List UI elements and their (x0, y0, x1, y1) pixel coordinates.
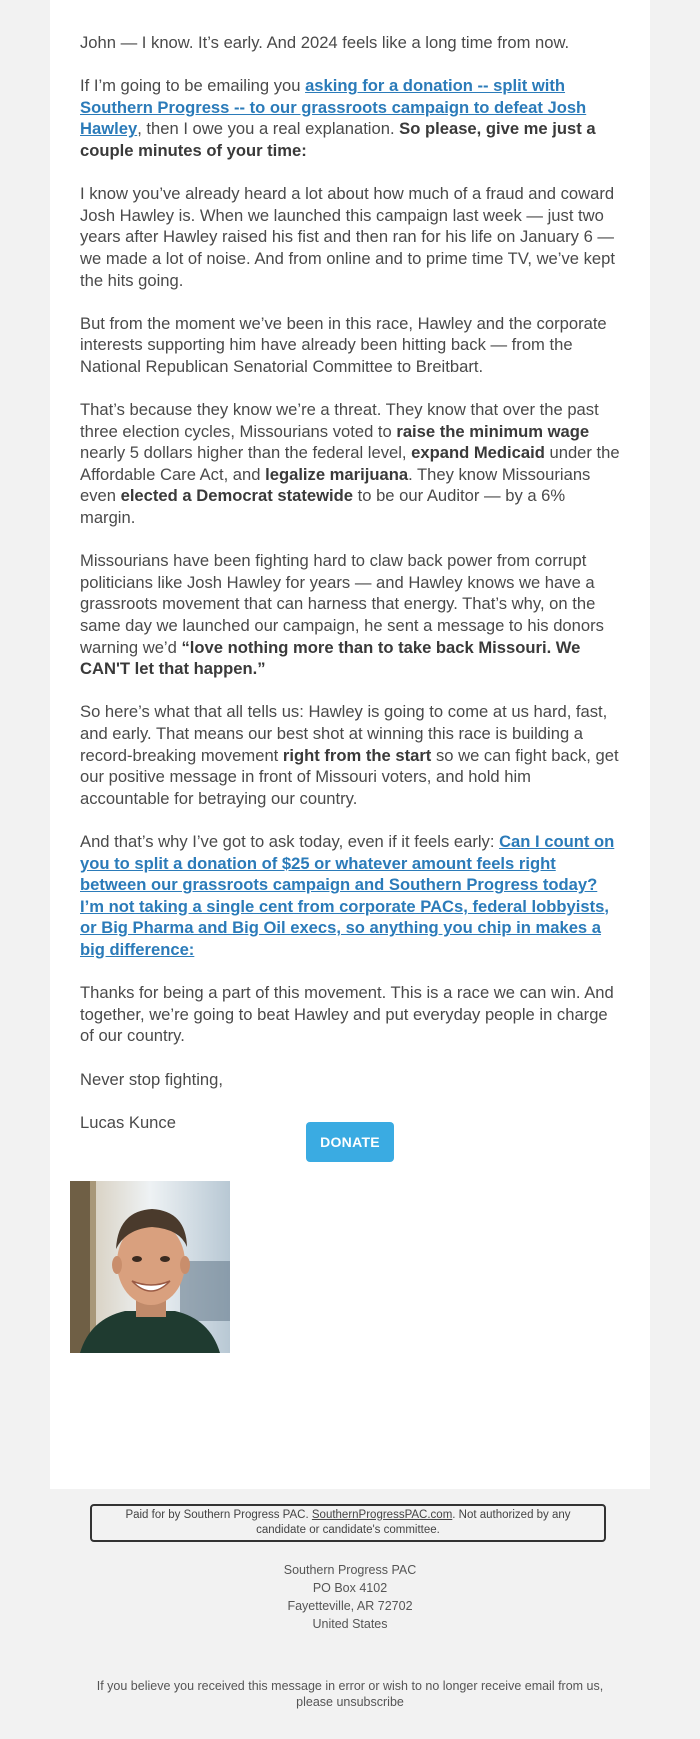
unsubscribe-notice[interactable]: If you believe you received this message in error or wish to no longer receive email from us, please unsubscribe (96, 1679, 604, 1709)
medicaid-bold: expand Medicaid (411, 443, 545, 463)
intro-bold: So please, give me just a couple minutes of your time: (80, 119, 596, 160)
fighting-text: Missourians have been fighting hard to claw back power from corrupt politicians like Josh Hawley for years — and Hawley knows we have a grassroots movement that can harness that energy. That’s why, on the same day we launched our campaign, he sent a message to his donors warning we’d (80, 551, 604, 657)
threat-text-d: under the Affordable Care Act, and (80, 443, 620, 484)
signoff-text: Never stop fighting, (80, 1069, 223, 1089)
email-footer (0, 1489, 700, 1739)
paragraph-hitting-back (80, 313, 620, 378)
early-text-a: So here’s what that all tells us: Hawley is going to come at us hard, fast, and early. That means our best shot at winning this race is building a record-breaking movement (80, 702, 608, 765)
early-text-c: so we can fight back, get our positive message in front of Missouri voters, and hold him accountable for betraying our country. (80, 745, 619, 808)
mailing-address (0, 1561, 700, 1633)
signature-name: Lucas Kunce (80, 1112, 176, 1132)
candidate-photo-image (70, 1181, 230, 1353)
greeting-paragraph (80, 32, 620, 54)
threat-text-f: to be our Auditor — by a 6% margin. (80, 486, 566, 528)
southern-progress-link[interactable]: SouthernProgressPAC.com (311, 1509, 453, 1521)
paragraph-fighting (80, 550, 620, 680)
intro-text: If I’m going to be emailing you (80, 76, 306, 96)
donate-button[interactable]: DONATE (306, 1122, 394, 1162)
paragraph-threat (80, 399, 620, 529)
threat-text-c: nearly 5 dollars higher than the federal level, (80, 443, 412, 463)
intro-paragraph (80, 75, 620, 161)
address-org: Southern Progress PAC (283, 1563, 417, 1577)
thanks-text: Thanks for being a part of this movement. This is a race we can win. And together, we’re going to beat Hawley and put everyday people in charge of our country. (80, 983, 614, 1046)
threat-text-a: That’s because they know we’re a threat. They know that over the past three election cycles, Missourians voted to (80, 400, 599, 441)
paragraph-thanks (80, 982, 620, 1047)
split-donation-link[interactable]: Can I count on you to split a donation of $25 or whatever amount feels right between our grassroots campaign and Southern Progress today? I’m not taking a single cent from corporate PACs, federal lobbyists, or Big Pharma and Big Oil execs, so anything you chip in makes a big difference: (80, 831, 615, 959)
paragraph-hitting-back-text: But from the moment we’ve been in this race, Hawley and the corporate interests supporting him have already been hitting back — from the National Republican Senatorial Committee to Breitbart. (80, 313, 607, 376)
disclaimer-pre: Paid for by Southern Progress PAC. (125, 1509, 312, 1521)
paragraph-fraud (80, 183, 620, 291)
address-country: United States (312, 1617, 388, 1631)
right-from-start-bold: right from the start (282, 745, 432, 765)
paragraph-ask (80, 831, 620, 961)
democrat-statewide-bold: elected a Democrat statewide (120, 486, 354, 506)
ask-text: And that’s why I’ve got to ask today, even if it feels early: (80, 831, 500, 851)
paid-for-disclaimer (90, 1504, 606, 1542)
candidate-photo (70, 1181, 230, 1353)
address-city: Fayetteville, AR 72702 (287, 1599, 413, 1613)
donation-ask-link[interactable]: asking for a donation -- split with Southern Progress -- to our grassroots campaign to defeat Josh Hawley (80, 76, 587, 139)
threat-text-e: . They know Missourians even (80, 464, 591, 506)
minimum-wage-bold: raise the minimum wage (396, 421, 590, 441)
hawley-quote-bold: “love nothing more than to take back Missouri. We CAN'T let that happen.” (80, 637, 581, 679)
email-body-card (50, 0, 650, 1489)
paragraph-early (80, 701, 620, 809)
marijuana-bold: legalize marijuana (265, 464, 409, 484)
paragraph-fraud-text: I know you’ve already heard a lot about how much of a fraud and coward Josh Hawley is. When we launched this campaign last week — just two years after Hawley raised his fist and then ran for his life on January 6 — we made a lot of noise. And from online and to prime time TV, we’ve kept the hits going. (80, 184, 615, 290)
email-content (80, 32, 620, 1155)
intro-text-2: , then I owe you a real explanation. (137, 119, 400, 139)
disclaimer-text (112, 1508, 584, 1538)
disclaimer-post: . Not authorized by any candidate or candidate's committee. (256, 1509, 571, 1536)
signoff (80, 1069, 620, 1091)
greeting-text: John — I know. It’s early. And 2024 feels like a long time from now. (80, 33, 570, 52)
address-po-box: PO Box 4102 (312, 1581, 388, 1595)
